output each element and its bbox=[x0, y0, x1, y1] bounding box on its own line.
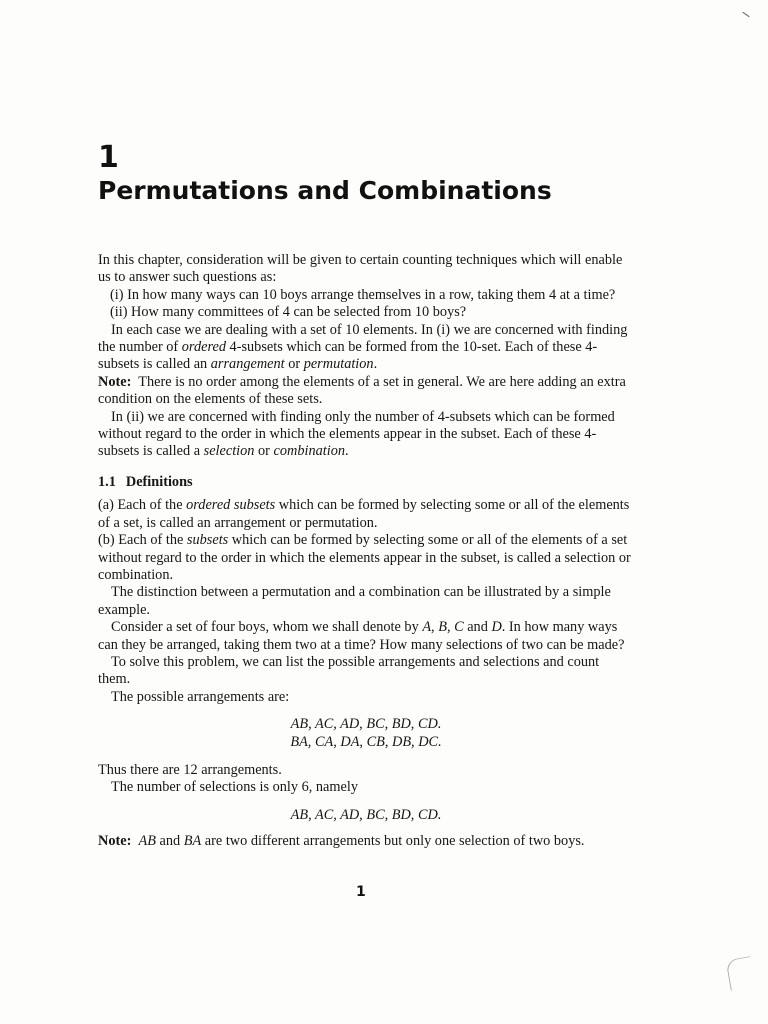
note-label: Note: bbox=[98, 373, 132, 390]
emphasis-subsets: subsets bbox=[186, 532, 229, 549]
text-run: or bbox=[254, 443, 274, 460]
emphasis-arrangement: arrangement bbox=[210, 356, 285, 373]
text-run: which can be formed by selecting some or all of the elements of a set without regard to the order in which the elements appear in the subset, is called a selection or combination. bbox=[98, 532, 631, 583]
variable-ba: BA bbox=[183, 833, 202, 850]
emphasis-combination: combination bbox=[273, 443, 345, 460]
variable-c: C bbox=[454, 619, 464, 636]
section-title: Definitions bbox=[125, 473, 193, 490]
text-run: (b) Each of the bbox=[98, 532, 187, 549]
emphasis-selection: selection bbox=[203, 443, 255, 460]
section-heading bbox=[98, 474, 634, 491]
emphasis-permutation: permutation bbox=[303, 356, 374, 373]
question-ii-text: How many committees of 4 can be selected from 10 boys? bbox=[131, 304, 467, 321]
chapter-number: 1 bbox=[98, 140, 119, 175]
note-paragraph bbox=[98, 374, 634, 409]
page-number: 1 bbox=[356, 884, 366, 900]
definition-b bbox=[98, 532, 634, 584]
text-run: . In how many ways can they be arranged, taking them two at a time? How many selections of two can be made? bbox=[98, 619, 625, 653]
paragraph-arrangements-intro: The possible arrangements are: bbox=[111, 688, 290, 705]
chapter-body bbox=[98, 252, 634, 851]
paragraph-solve: To solve this problem, we can list the possible arrangements and selections and count them. bbox=[98, 653, 600, 688]
text-run: , bbox=[431, 619, 439, 636]
text-run: and bbox=[463, 619, 492, 636]
intro-paragraph: In this chapter, consideration will be given to certain counting techniques which will enable us to answer such questions as: bbox=[98, 252, 623, 286]
variable-ab: AB bbox=[138, 833, 156, 850]
variable-b: B bbox=[438, 619, 447, 636]
text-run: . bbox=[373, 356, 378, 373]
section-number: 1.1 bbox=[98, 473, 116, 490]
selections-line: AB, AC, AD, BC, BD, CD. bbox=[290, 806, 442, 823]
text-run: In (ii) we are concerned with finding only the number of 4-subsets which can be formed without regard to the order in which the elements appear in the subset. Each of these 4-subsets is called a bbox=[98, 408, 615, 460]
question-ii bbox=[98, 304, 634, 321]
question-i-text: In how many ways can 10 boys arrange themselves in a row, taking them 4 at a time? bbox=[127, 286, 616, 303]
paragraph-selection bbox=[98, 409, 634, 461]
chapter-title: Permutations and Combinations bbox=[98, 176, 552, 205]
scan-mark bbox=[725, 956, 755, 991]
question-ii-label: (ii) bbox=[110, 304, 128, 321]
scan-mark bbox=[742, 12, 749, 17]
definition-a bbox=[98, 497, 634, 532]
emphasis-ordered: ordered bbox=[181, 339, 226, 356]
text-run: which can be formed by selecting some or all of the elements of a set, is called an arrangement or permutation. bbox=[98, 497, 630, 531]
note-text: There is no order among the elements of a set in general. We are here adding an extra condition on the elements of these sets. bbox=[98, 373, 626, 408]
paragraph-ordered-subsets bbox=[98, 322, 634, 374]
text-run: and bbox=[155, 833, 184, 850]
note-label: Note: bbox=[98, 833, 132, 850]
paragraph-distinction: The distinction between a permutation and a combination can be illustrated by a simple example. bbox=[98, 584, 611, 618]
variable-d: D bbox=[491, 619, 502, 636]
text-run: In each case we are dealing with a set of 10 elements. In (i) we are concerned with finding the number of bbox=[98, 321, 628, 356]
note-ab-ba bbox=[98, 833, 634, 850]
text-run: are two different arrangements but only one selection of two boys. bbox=[201, 833, 585, 850]
variable-a: A bbox=[422, 619, 432, 636]
paragraph-arrangement-count: Thus there are 12 arrangements. bbox=[98, 761, 282, 778]
text-run: (a) Each of the bbox=[98, 497, 187, 514]
question-i-label: (i) bbox=[110, 286, 124, 303]
question-i bbox=[98, 287, 634, 304]
text-run: , bbox=[446, 619, 455, 636]
text-run: 4-subsets which can be formed from the 10-set. Each of these 4-subsets is called an bbox=[98, 339, 598, 373]
paragraph-selection-count: The number of selections is only 6, namely bbox=[111, 779, 358, 796]
emphasis-ordered-subsets: ordered subsets bbox=[186, 497, 276, 514]
text-run: or bbox=[284, 356, 304, 373]
arrangements-line-2: BA, CA, DA, CB, DB, DC. bbox=[290, 733, 442, 750]
text-run: Consider a set of four boys, whom we shall denote by bbox=[111, 619, 423, 636]
paragraph-four-boys bbox=[98, 619, 634, 654]
text-run: . bbox=[345, 443, 349, 460]
arrangements-line-1: AB, AC, AD, BC, BD, CD. bbox=[290, 716, 442, 733]
